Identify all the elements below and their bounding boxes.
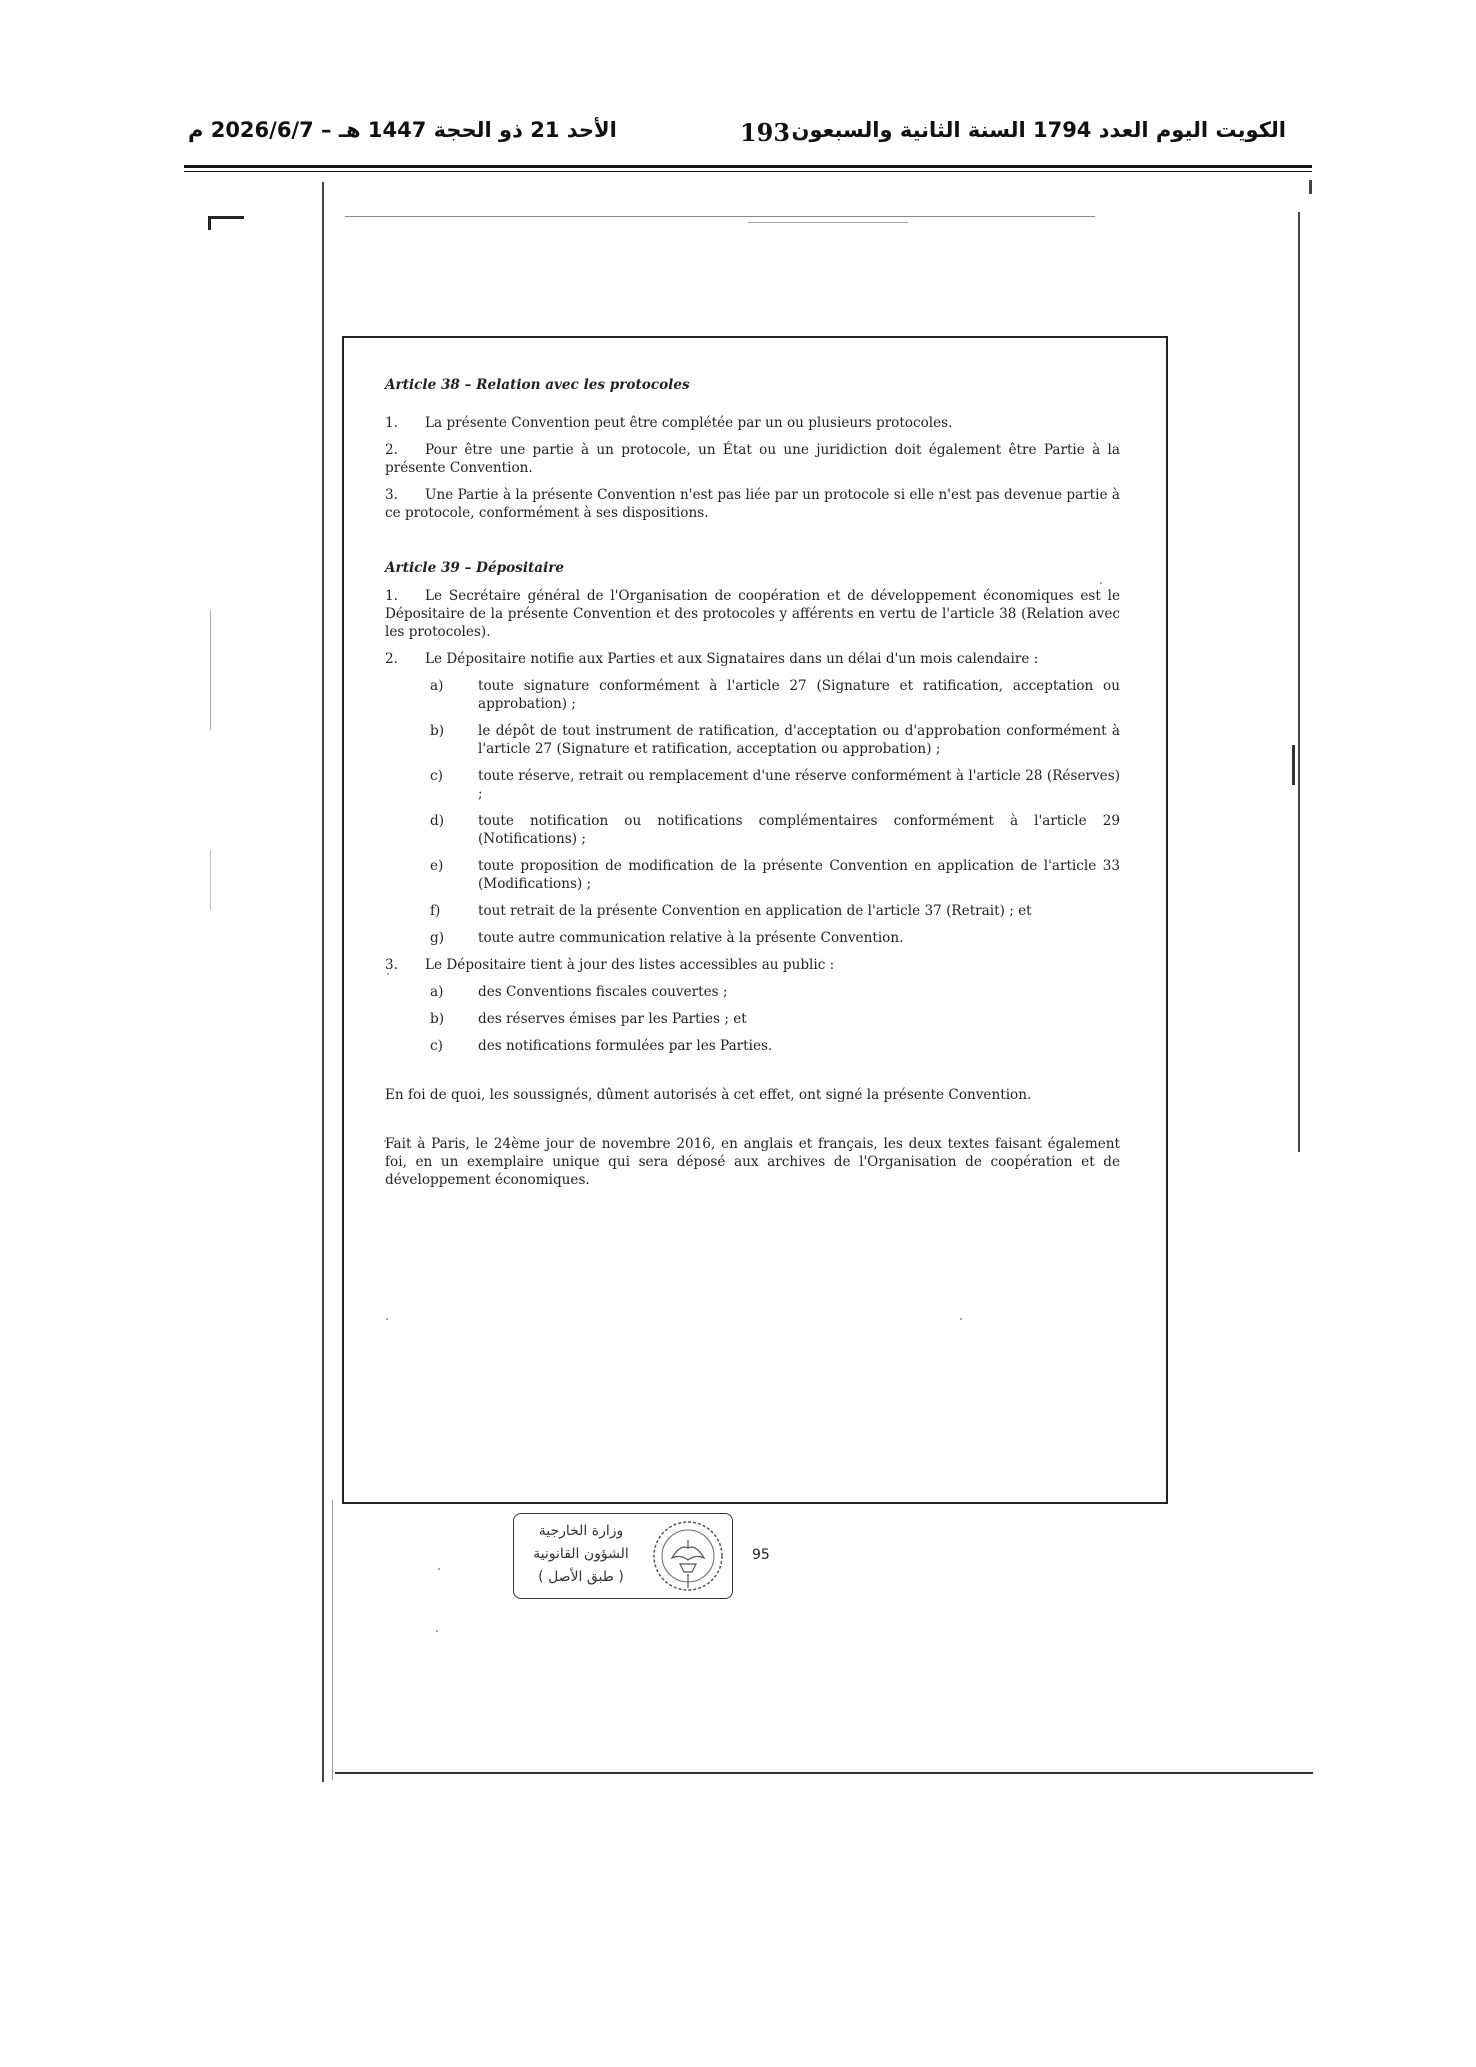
item-letter: b) xyxy=(430,1011,445,1027)
scan-corner-mark-tr xyxy=(1309,180,1312,194)
done-at-clause: Fait à Paris, le 24ème jour de novembre 2016, en anglais et français, les deux textes faisant également foi, en un exemplaire unique qui sera déposé aux archives de l'Organisation de coopération et de développement économiques. xyxy=(385,1136,1120,1188)
para-text: Une Partie à la présente Convention n'est pas liée par un protocole si elle n'est pas devenue partie à ce protocole, conformément à ses dispositions. xyxy=(385,487,1120,521)
article-39-para-2 xyxy=(385,650,1120,668)
article-39-para-1 xyxy=(385,587,1120,641)
header-rule-thin xyxy=(184,171,1312,172)
item-text: toute notification ou notifications complémentaires conformément à l'article 29 (Notifications) ; xyxy=(478,813,1120,847)
header-rule xyxy=(184,165,1312,168)
list-item xyxy=(385,929,1120,947)
item-letter: g) xyxy=(430,930,445,946)
para-number: 1. xyxy=(385,415,398,431)
article-38-para-1 xyxy=(385,414,1120,432)
item-letter: c) xyxy=(430,768,443,784)
scan-top-line-2 xyxy=(748,222,908,223)
scan-border-left xyxy=(322,182,324,1782)
item-text: toute réserve, retrait ou remplacement d'une réserve conformément à l'article 28 (Réserves) ; xyxy=(478,768,1120,802)
item-letter: a) xyxy=(430,678,444,694)
para-text: Le Dépositaire tient à jour des listes accessibles au public : xyxy=(425,957,835,973)
item-text: toute autre communication relative à la présente Convention. xyxy=(478,930,904,946)
article-38-title: Article 38 – Relation avec les protocoles xyxy=(385,377,690,393)
para-text: Le Secrétaire général de l'Organisation de coopération et de développement économiques est le Dépositaire de la présente Convention et des protocoles y afférents en vertu de l'article 38 (Relation avec les protocoles). xyxy=(385,588,1120,640)
scan-top-line xyxy=(345,216,1095,217)
list-item xyxy=(385,902,1120,920)
item-letter: c) xyxy=(430,1038,443,1054)
item-letter: d) xyxy=(430,813,445,829)
state-emblem-icon xyxy=(650,1518,726,1594)
para-number: 1. xyxy=(385,588,398,604)
item-text: des Conventions fiscales couvertes ; xyxy=(478,984,728,1000)
scan-margin-mark-left-2 xyxy=(210,850,211,910)
item-letter: e) xyxy=(430,858,444,874)
scan-corner-mark-tl-v xyxy=(208,216,211,230)
article-39-title: Article 39 – Dépositaire xyxy=(385,560,565,576)
stamp-line-certified: ( طبق الأصل ) xyxy=(538,1569,624,1585)
ministry-stamp xyxy=(513,1513,733,1599)
para-text: Pour être une partie à un protocole, un État ou une juridiction doit également être Partie à la présente Convention. xyxy=(385,442,1120,476)
document-page-number: 95 xyxy=(752,1547,770,1563)
scan-border-right xyxy=(1298,212,1300,1152)
article-38-para-3 xyxy=(385,486,1120,522)
item-text: tout retrait de la présente Convention en application de l'article 37 (Retrait) ; et xyxy=(478,903,1032,919)
para-text: Le Dépositaire notifie aux Parties et aux Signataires dans un délai d'un mois calendaire : xyxy=(425,651,1039,667)
scan-margin-mark-left-1 xyxy=(210,610,211,730)
article-39-para-3 xyxy=(385,956,1120,974)
para-number: 2. xyxy=(385,442,398,458)
gazette-header-date: الأحد 21 ذو الحجة 1447 هـ – 2026/6/7 م xyxy=(188,118,617,142)
para-number: 2. xyxy=(385,651,398,667)
item-letter: a) xyxy=(430,984,444,1000)
gazette-header-issue: الكويت اليوم العدد 1794 السنة الثانية والسبعون xyxy=(791,118,1286,142)
scan-corner-mark-tl xyxy=(208,216,244,219)
stamp-line-ministry: وزارة الخارجية xyxy=(538,1523,624,1539)
item-letter: f) xyxy=(430,903,441,919)
para-text: La présente Convention peut être complétée par un ou plusieurs protocoles. xyxy=(425,415,953,431)
scan-speck xyxy=(438,1568,440,1570)
item-text: toute proposition de modification de la présente Convention en application de l'article 33 (Modifications) ; xyxy=(478,858,1120,892)
gazette-page-number: 193 xyxy=(739,118,791,147)
witness-clause: En foi de quoi, les soussignés, dûment autorisés à cet effet, ont signé la présente Convention. xyxy=(385,1087,1032,1103)
list-item xyxy=(385,983,1120,1001)
scan-speck xyxy=(436,1630,438,1632)
article-38-para-2 xyxy=(385,441,1120,477)
list-item xyxy=(385,857,1120,893)
scan-bottom-line xyxy=(335,1772,1313,1774)
item-text: toute signature conformément à l'article 27 (Signature et ratification, acceptation ou approbation) ; xyxy=(478,678,1120,712)
scan-margin-mark-right xyxy=(1292,745,1295,785)
stamp-text xyxy=(522,1520,640,1589)
para-number: 3. xyxy=(385,957,398,973)
list-item xyxy=(385,1037,1120,1055)
item-text: des notifications formulées par les Parties. xyxy=(478,1038,773,1054)
item-text: des réserves émises par les Parties ; et xyxy=(478,1011,747,1027)
item-text: le dépôt de tout instrument de ratification, d'acceptation ou d'approbation conformément à l'article 27 (Signature et ratification, acceptation ou approbation) ; xyxy=(478,723,1120,757)
list-item xyxy=(385,677,1120,713)
list-item xyxy=(385,722,1120,758)
stamp-line-department: الشؤون القانونية xyxy=(533,1546,629,1562)
para-number: 3. xyxy=(385,487,398,503)
list-item xyxy=(385,767,1120,803)
item-letter: b) xyxy=(430,723,445,739)
document-body xyxy=(385,376,1120,1198)
list-item xyxy=(385,812,1120,848)
list-item xyxy=(385,1010,1120,1028)
scan-border-left-inner xyxy=(332,1500,333,1780)
